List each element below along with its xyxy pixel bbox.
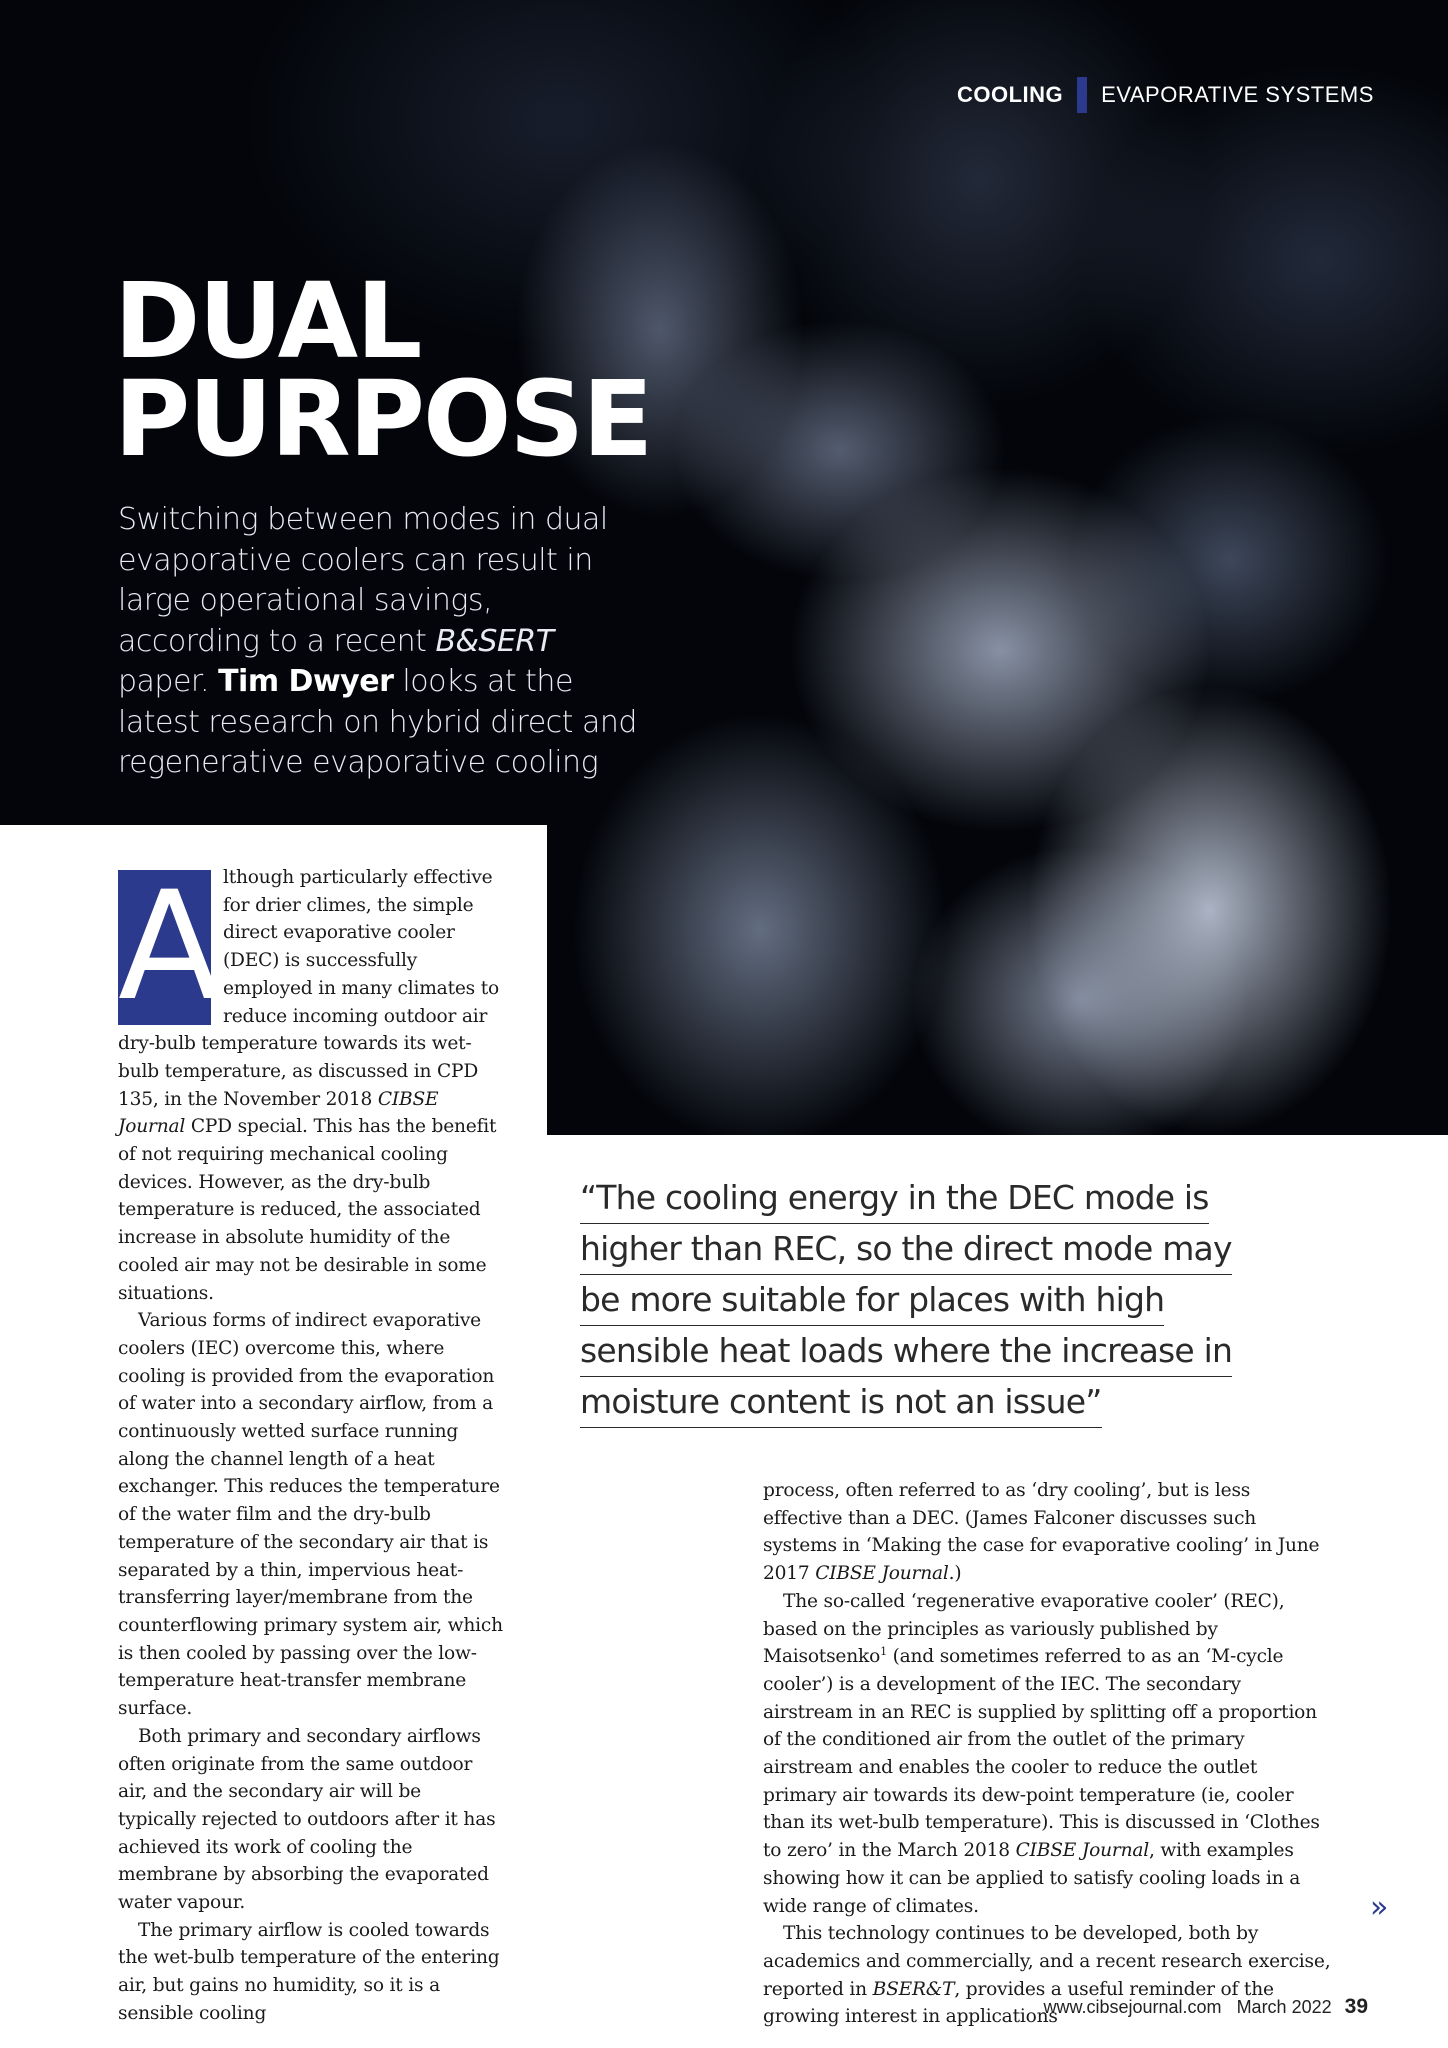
- reference-superscript: 1: [880, 1645, 887, 1659]
- section-divider: [1077, 77, 1087, 113]
- paragraph-text: The so-called ‘regenerative evaporative cooler’ (REC), based on the principles as variously published by Maisotsenko: [763, 1590, 1285, 1668]
- section-label: COOLING: [957, 82, 1064, 107]
- footer-issue: March 2022: [1236, 1997, 1332, 2017]
- body-column-2: [763, 1477, 1333, 2031]
- page-number: 39: [1344, 1995, 1368, 2018]
- paragraph-text: This technology continues to be developed, both by academics and commercially, and a recent research exercise, reported in: [763, 1923, 1331, 2000]
- paragraph: [118, 860, 503, 1307]
- paragraph: The primary airflow is cooled towards the wet-bulb temperature of the entering air, but gains no humidity, so it is a sensible cooling: [118, 1919, 500, 2024]
- subsection-label: EVAPORATIVE SYSTEMS: [1101, 82, 1374, 107]
- drop-cap: A: [118, 860, 221, 1034]
- journal-name: BSER&T: [872, 1978, 955, 2000]
- section-header: [957, 78, 1374, 112]
- pull-quote-line: moisture content is not an issue”: [580, 1377, 1102, 1428]
- page-footer: [1043, 1995, 1368, 2019]
- paragraph-text: process, often referred to as ‘dry cooling’, but is less effective than a DEC. (James Falconer discusses such systems in ‘Making the case for evaporative cooling’ in June 2017: [763, 1480, 1320, 1585]
- paragraph: [763, 1588, 1333, 1920]
- pull-quote-line: “The cooling energy in the DEC mode is: [580, 1173, 1209, 1224]
- author-name: Tim Dwyer: [218, 664, 394, 699]
- paragraph-text: , with examples showing how it can be applied to satisfy cooling loads in a wide range of climates.: [763, 1840, 1301, 1917]
- standfirst-journal: B&SERT: [435, 623, 554, 659]
- journal-name: CIBSE Journal: [815, 1563, 949, 1585]
- pull-quote: [580, 1173, 1232, 1428]
- paragraph: Various forms of indirect evaporative coolers (IEC) overcome this, where cooling is provided from the evaporation of water into a secondary airflow, from a continuously wetted surface running along the channel length of a heat exchanger. This reduces the temperature of the water film and the dry-bulb temperature of the secondary air that is separated by a thin, impervious heat-transferring layer/membrane from the counterflowing primary system air, which is then cooled by passing over the low-temperature heat-transfer membrane surface.: [118, 1310, 503, 1720]
- journal-name: CIBSE Journal: [1015, 1840, 1150, 1862]
- paragraph: [763, 1477, 1333, 1588]
- standfirst: [118, 500, 638, 784]
- paragraph-text: (and sometimes referred to as an ‘M-cycle cooler’) is a development of the IEC. The secondary airstream in an REC is supplied by splitting off a proportion of the conditioned air from the outlet of the primary airstream and enables the cooler to reduce the outlet primary air towards its dew-point temperature (ie, cooler than its wet-bulb temperature). This is discussed in ‘Clothes to zero’ in the March 2018: [763, 1646, 1320, 1862]
- paragraph-text: , provides a useful reminder of the growing interest in applications: [763, 1978, 1274, 2028]
- body-column-1: [118, 860, 503, 2028]
- standfirst-text: looks at the latest research on hybrid direct and regenerative evaporative cooling: [118, 664, 637, 780]
- journal-name: CIBSE Journal: [118, 1088, 439, 1138]
- article-title: [114, 260, 652, 480]
- standfirst-text: Switching between modes in dual evaporative coolers can result in large operational savings, according to a recent: [118, 502, 608, 659]
- paragraph-text: CPD special. This has the benefit of not requiring mechanical cooling devices. However, as the dry-bulb temperature is reduced, the associated increase in absolute humidity of the cooled air may not be desirable in some situations.: [118, 1116, 497, 1304]
- paragraph: Both primary and secondary airflows often originate from the same outdoor air, and the secondary air will be typically rejected to outdoors after it has achieved its work of cooling the membrane by absorbing the evaporated water vapour.: [118, 1725, 496, 1914]
- pull-quote-line: be more suitable for places with high: [580, 1275, 1164, 1326]
- title-line-2: PURPOSE: [114, 358, 652, 480]
- title-line-1: DUAL: [114, 260, 421, 382]
- continue-chevron-icon: »: [1370, 1890, 1389, 1925]
- paragraph-text: lthough particularly effective for drier climes, the simple direct evaporative cooler (DEC) is successfully employed in many climates to reduce incoming outdoor air dry-bulb temperature towards its wet-bulb temperature, as discussed in CPD 135, in the November 2018: [118, 867, 499, 1110]
- pull-quote-line: higher than REC, so the direct mode may: [580, 1224, 1232, 1275]
- footer-website: www.cibsejournal.com: [1043, 1997, 1222, 2017]
- standfirst-text: paper.: [118, 664, 219, 699]
- paragraph-text: .): [948, 1563, 962, 1585]
- pull-quote-line: sensible heat loads where the increase in: [580, 1326, 1232, 1377]
